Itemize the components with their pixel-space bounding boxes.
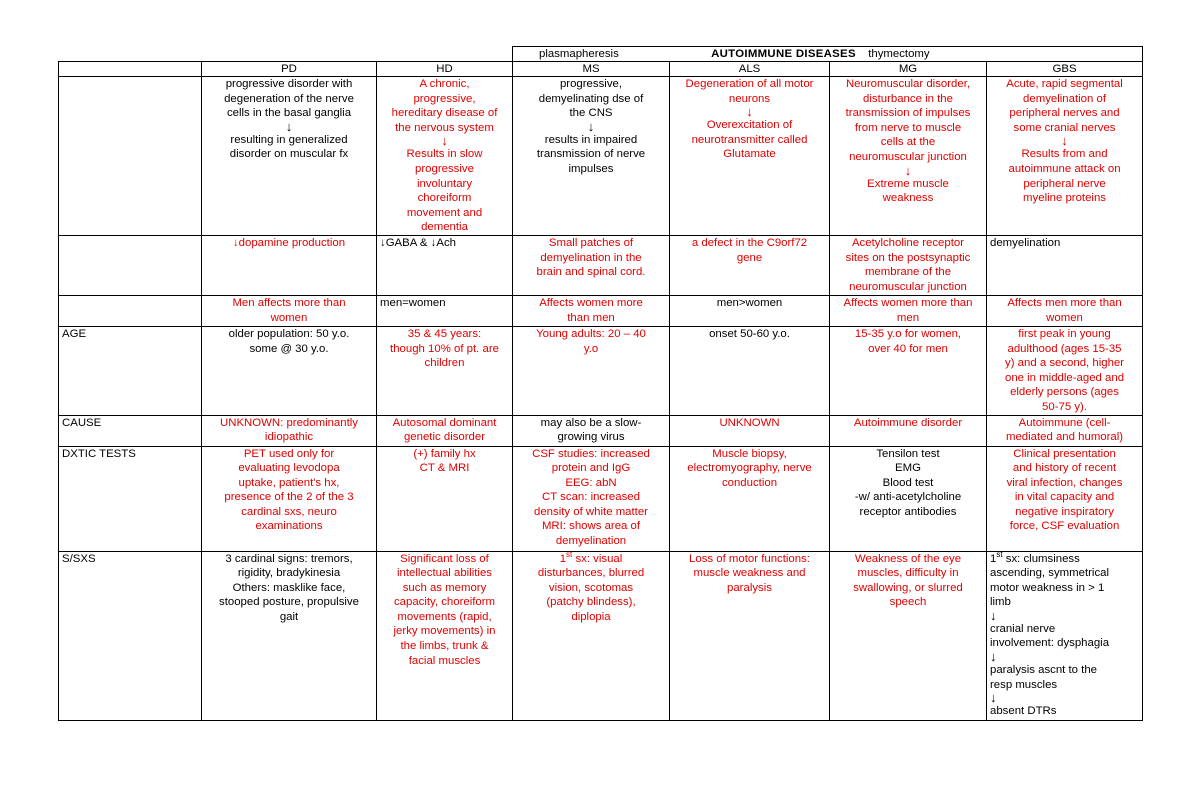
cell-text-line: membrane of the [864, 266, 952, 279]
row-label [59, 235, 202, 295]
cell-text-line: demyelinating dse of [538, 92, 644, 105]
cell-text-line: though 10% of pt. are [390, 342, 499, 355]
table-cell [377, 415, 513, 446]
cell-text-line: electromyography, nerve [687, 462, 812, 475]
row-label [59, 77, 202, 236]
cell-text-line: resp muscles [990, 678, 1058, 691]
cell-text-line: transmission of nerve [536, 148, 646, 161]
cell-text-line: limb [990, 596, 1011, 609]
table-cell [513, 77, 670, 236]
cell-text-line: UNKNOWN [719, 416, 780, 429]
table-cell [670, 77, 830, 236]
table-cell [202, 551, 377, 720]
cell-text-line: speech [889, 596, 927, 609]
cell-text-line: cells in the basal ganglia [226, 107, 352, 120]
cell-text-line: CT & MRI [419, 462, 470, 475]
cell-text-line: (patchy blindess), [546, 596, 636, 609]
cell-text-line: EMG [895, 462, 921, 475]
table-cell [987, 295, 1143, 326]
table-cell [513, 235, 670, 295]
cell-text-line: jerky movements) in [393, 625, 496, 638]
row-label: CAUSE [59, 415, 202, 446]
cell-text-line: neurotransmitter called [691, 133, 808, 146]
table-row [59, 235, 1143, 295]
cell-text-line: cranial nerve [990, 622, 1056, 635]
cell-text-line: brain and spinal cord. [536, 266, 646, 279]
cell-text-line: men>women [716, 296, 783, 309]
cell-text-line: demyelination [990, 236, 1061, 249]
cell-text-line: 50-75 y). [1042, 400, 1087, 413]
cell-text-line: presence of the 2 of the 3 [224, 491, 354, 504]
cell-text-line: Blood test [882, 476, 934, 489]
table-cell [377, 551, 513, 720]
column-header-pd: PD [202, 62, 377, 77]
cell-text-line: ascending, symmetrical [990, 567, 1110, 580]
cell-text-line: disturbances, blurred [537, 567, 645, 580]
column-header-ms: MS [513, 62, 670, 77]
cell-text-line: progressive, [413, 92, 476, 105]
table-cell [670, 326, 830, 415]
table-cell [513, 415, 670, 446]
cell-text-line: peripheral nerves and [1009, 107, 1120, 120]
column-header-hd: HD [377, 62, 513, 77]
cell-text-line: Affects men more than [1007, 296, 1122, 309]
cell-text-line: EEG: abN [565, 476, 617, 489]
cell-text-line: some @ 30 y.o. [249, 342, 329, 355]
cell-text-line: first peak in young [1018, 327, 1111, 340]
cell-text-line: results in impaired [544, 133, 638, 146]
table-cell [987, 551, 1143, 720]
cell-text-line: men [896, 311, 920, 324]
cell-text-line: choreiform [417, 192, 472, 205]
cell-text-line: (+) family hx [413, 447, 476, 460]
table-row [59, 326, 1143, 415]
cell-text-line: autoimmune attack on [1008, 162, 1121, 175]
row-label: S/SXS [59, 551, 202, 720]
cell-text-line: dementia [421, 221, 468, 234]
cell-text-line: movement and [406, 206, 483, 219]
cell-text-line: in vital capacity and [1014, 491, 1115, 504]
cell-text-line: muscle weakness and [693, 567, 806, 580]
cell-text-line: some cranial nerves [1013, 121, 1116, 134]
cell-text-line: 35 & 45 years: [407, 327, 482, 340]
cell-text-line: paralysis ascnt to the [990, 664, 1097, 677]
cell-text-line: such as memory [402, 581, 487, 594]
cell-text-line: paralysis [727, 581, 772, 594]
cell-text-line: Results from and [1021, 148, 1108, 161]
cell-text-line: receptor antibodies [859, 505, 957, 518]
cell-text-line: Loss of motor functions: [689, 552, 810, 565]
cell-text-line: progressive, [559, 78, 623, 90]
blank-cell [377, 47, 513, 62]
table-cell [987, 446, 1143, 551]
table-cell [202, 77, 377, 236]
cell-text-line: ↓dopamine production [232, 236, 346, 249]
table-cell [670, 551, 830, 720]
column-header-gbs: GBS [987, 62, 1143, 77]
cell-text-line: ↓GABA & ↓Ach [380, 236, 456, 249]
cell-text-line: Degeneration of all motor [685, 78, 814, 90]
cell-text-line: idiopathic [264, 431, 314, 444]
cell-text-line: gait [279, 610, 299, 623]
cell-text-line: genetic disorder [403, 431, 486, 444]
cell-text-line: transmission of impulses [845, 107, 971, 120]
cell-text-line: Men affects more than [232, 296, 346, 309]
table-row [59, 295, 1143, 326]
cell-text-line: a defect in the C9orf72 [691, 236, 808, 249]
cell-text-line: adulthood (ages 15-35 [1007, 342, 1122, 355]
row-label [59, 295, 202, 326]
title-cell [513, 47, 1143, 62]
cell-text-line: A chronic, [419, 78, 470, 90]
cell-text-line: intellectual abilities [397, 567, 492, 580]
table-cell [830, 551, 987, 720]
cell-text-line: Results in slow [406, 148, 483, 161]
table-cell [987, 326, 1143, 415]
cell-text-line: children [424, 357, 465, 370]
cell-text-line: -w/ anti-acetylcholine [854, 491, 962, 504]
down-arrow-icon: ↓ [990, 690, 997, 706]
cell-text-line: Small patches of [548, 236, 634, 249]
thymectomy-label: thymectomy [868, 48, 930, 60]
cell-text-line: viral infection, changes [1006, 476, 1123, 489]
table-cell [987, 77, 1143, 236]
row-label: DXTIC TESTS [59, 446, 202, 551]
cell-text-line: PET used only for [243, 447, 335, 460]
cell-text-line: Affects women more than [843, 296, 973, 309]
down-arrow-icon: ↓ [904, 162, 912, 178]
cell-text-line: involuntary [416, 177, 473, 190]
cell-text-line: muscles, difficulty in [857, 567, 959, 580]
cell-text-line: facial muscles [408, 654, 481, 667]
cell-text-line: demyelination in the [540, 251, 642, 264]
cell-text-line: cells at the [880, 136, 936, 149]
cell-text-line: myeline proteins [1023, 192, 1106, 205]
column-header-mg: MG [830, 62, 987, 77]
table-cell [513, 551, 670, 720]
table-cell [830, 235, 987, 295]
down-arrow-icon: ↓ [990, 607, 997, 623]
cell-text-line: examinations [255, 520, 323, 533]
cell-text-line: Tensilon test [876, 447, 940, 460]
cell-text-line: Acute, rapid segmental [1006, 78, 1123, 90]
cell-text-line: Young adults: 20 – 40 [536, 327, 646, 340]
cell-text-line: 1st sx: visual [559, 551, 623, 565]
cell-text-line: stooped posture, propulsive [219, 596, 359, 609]
cell-text-line: elderly persons (ages [1010, 386, 1119, 399]
cell-text-line: Autoimmune disorder [853, 416, 963, 429]
cell-text-line: women [270, 311, 308, 324]
cell-text-line: swallowing, or slurred [853, 581, 963, 594]
cell-text-line: neurons [728, 92, 771, 105]
cell-text-line: progressive disorder with [225, 78, 353, 90]
table-row [59, 551, 1143, 720]
table-cell [377, 77, 513, 236]
title-row [59, 47, 1143, 62]
cell-text-line: Weakness of the eye [854, 552, 962, 565]
table-row [59, 446, 1143, 551]
down-arrow-icon: ↓ [990, 649, 997, 665]
cell-text-line: protein and IgG [551, 462, 631, 475]
cell-text-line: Neuromuscular disorder, [845, 78, 971, 90]
cell-text-line: vision, scotomas [548, 581, 634, 594]
cell-text-line: Glutamate [723, 148, 776, 161]
cell-text-line: Muscle biopsy, [712, 447, 787, 460]
table-cell [830, 446, 987, 551]
table-cell [987, 235, 1143, 295]
cell-text-line: rigidity, bradykinesia [237, 567, 341, 580]
column-header-row [59, 62, 1143, 77]
cell-text-line: and history of recent [1012, 462, 1117, 475]
table-cell [670, 235, 830, 295]
table-cell [830, 415, 987, 446]
cell-text-line: Affects women more [539, 296, 643, 309]
cell-text-line: impulses [568, 162, 614, 175]
table-cell [830, 295, 987, 326]
cell-text-line: density of white matter [534, 505, 648, 518]
table-cell [377, 326, 513, 415]
cell-text-line: y) and a second, higher [1005, 357, 1125, 370]
cell-text-line: neuromuscular junction [849, 280, 967, 293]
cell-text-line: CT scan: increased [542, 491, 640, 504]
cell-text-line: Autoimmune (cell- [1018, 416, 1111, 429]
table-cell [830, 326, 987, 415]
cell-text-line: disorder on muscular fx [229, 148, 349, 161]
cell-text-line: over 40 for men [868, 342, 948, 355]
cell-text-line: sites on the postsynaptic [845, 251, 971, 264]
cell-text-line: absent DTRs [990, 705, 1057, 718]
down-arrow-icon: ↓ [587, 118, 595, 134]
cell-text-line: demyelination of [1023, 92, 1106, 105]
cell-text-line: men=women [380, 296, 446, 309]
cell-text-line: hereditary disease of [391, 107, 498, 120]
table-cell [987, 415, 1143, 446]
cell-text-line: one in middle-aged and [1004, 371, 1125, 384]
cell-text-line: Extreme muscle [867, 177, 949, 190]
table-cell [377, 446, 513, 551]
cell-text-line: cardinal sxs, neuro [241, 505, 337, 518]
cell-text-line: movements (rapid, [397, 610, 492, 623]
cell-text-line: may also be a slow- [540, 416, 642, 429]
cell-text-line: progressive [415, 162, 474, 175]
row-label: AGE [59, 326, 202, 415]
cell-text-line: uptake, patient's hx, [238, 476, 340, 489]
table-cell [202, 326, 377, 415]
disease-table [58, 46, 1143, 721]
cell-text-line: negative inspiratory [1015, 505, 1114, 518]
cell-text-line: 15-35 y.o for women, [854, 327, 962, 340]
cell-text-line: UNKNOWN: predominantly [220, 416, 358, 429]
cell-text-line: gene [736, 251, 763, 264]
down-arrow-icon: ↓ [285, 118, 293, 134]
table-row [59, 415, 1143, 446]
table-cell [377, 295, 513, 326]
cell-text-line: diplopia [571, 610, 611, 623]
cell-text-line: degeneration of the nerve [224, 92, 354, 105]
cell-text-line: the CNS [569, 107, 613, 120]
cell-text-line: demyelination [555, 535, 627, 548]
cell-text-line: force, CSF evaluation [1009, 520, 1120, 533]
column-header-als: ALS [670, 62, 830, 77]
cell-text-line: Overexcitation of [706, 119, 793, 132]
cell-text-line: motor weakness in > 1 [990, 581, 1105, 594]
cell-text-line: evaluating levodopa [238, 462, 340, 475]
blank-cell [59, 47, 202, 62]
table-cell [202, 295, 377, 326]
cell-text-line: MRI: shows area of [541, 520, 641, 533]
table-cell [670, 295, 830, 326]
cell-text-line: the limbs, trunk & [400, 640, 489, 653]
cell-text-line: onset 50-60 y.o. [709, 327, 790, 340]
cell-text-line: weakness [882, 192, 934, 205]
table-cell [513, 446, 670, 551]
down-arrow-icon: ↓ [441, 133, 448, 149]
table-cell [670, 415, 830, 446]
cell-text-line: from nerve to muscle [854, 121, 962, 134]
cell-text-line: involvement: dysphagia [990, 637, 1110, 650]
down-arrow-icon: ↓ [746, 104, 753, 120]
blank-cell [202, 47, 377, 62]
table-cell [377, 235, 513, 295]
plasmapheresis-label: plasmapheresis [539, 48, 619, 60]
cell-text-line: 3 cardinal signs: tremors, [225, 552, 353, 565]
cell-text-line: conduction [721, 476, 778, 489]
cell-text-line: y.o [583, 342, 599, 355]
cell-text-line: women [1046, 311, 1083, 324]
cell-text-line: older population: 50 y.o. [228, 327, 350, 340]
table-cell [202, 446, 377, 551]
cell-text-line: peripheral nerve [1023, 177, 1106, 190]
down-arrow-icon: ↓ [1061, 133, 1068, 149]
table-cell [830, 77, 987, 236]
cell-text-line: 1st sx: clumsiness [990, 551, 1080, 565]
cell-text-line: resulting in generalized [230, 133, 348, 146]
cell-text-line: growing virus [557, 431, 625, 444]
cell-text-line: the nervous system [395, 121, 494, 134]
cell-text-line: neuromuscular junction [849, 150, 967, 163]
table-cell [202, 415, 377, 446]
cell-text-line: mediated and humoral) [1005, 431, 1124, 444]
table-cell [670, 446, 830, 551]
table-cell [513, 326, 670, 415]
table-title: AUTOIMMUNE DISEASES [711, 48, 856, 60]
cell-text-line: Clinical presentation [1013, 447, 1116, 460]
cell-text-line: Others: masklike face, [232, 581, 346, 594]
cell-text-line: disturbance in the [863, 92, 953, 105]
cell-text-line: capacity, choreiform [393, 596, 496, 609]
cell-text-line: Acetylcholine receptor [851, 236, 965, 249]
corner-cell [59, 62, 202, 77]
table-cell [202, 235, 377, 295]
cell-text-line: CSF studies: increased [532, 447, 650, 460]
table-row [59, 77, 1143, 236]
cell-text-line: than men [567, 311, 615, 324]
cell-text-line: Autosomal dominant [392, 416, 497, 429]
cell-text-line: Significant loss of [400, 552, 489, 565]
table-cell [513, 295, 670, 326]
